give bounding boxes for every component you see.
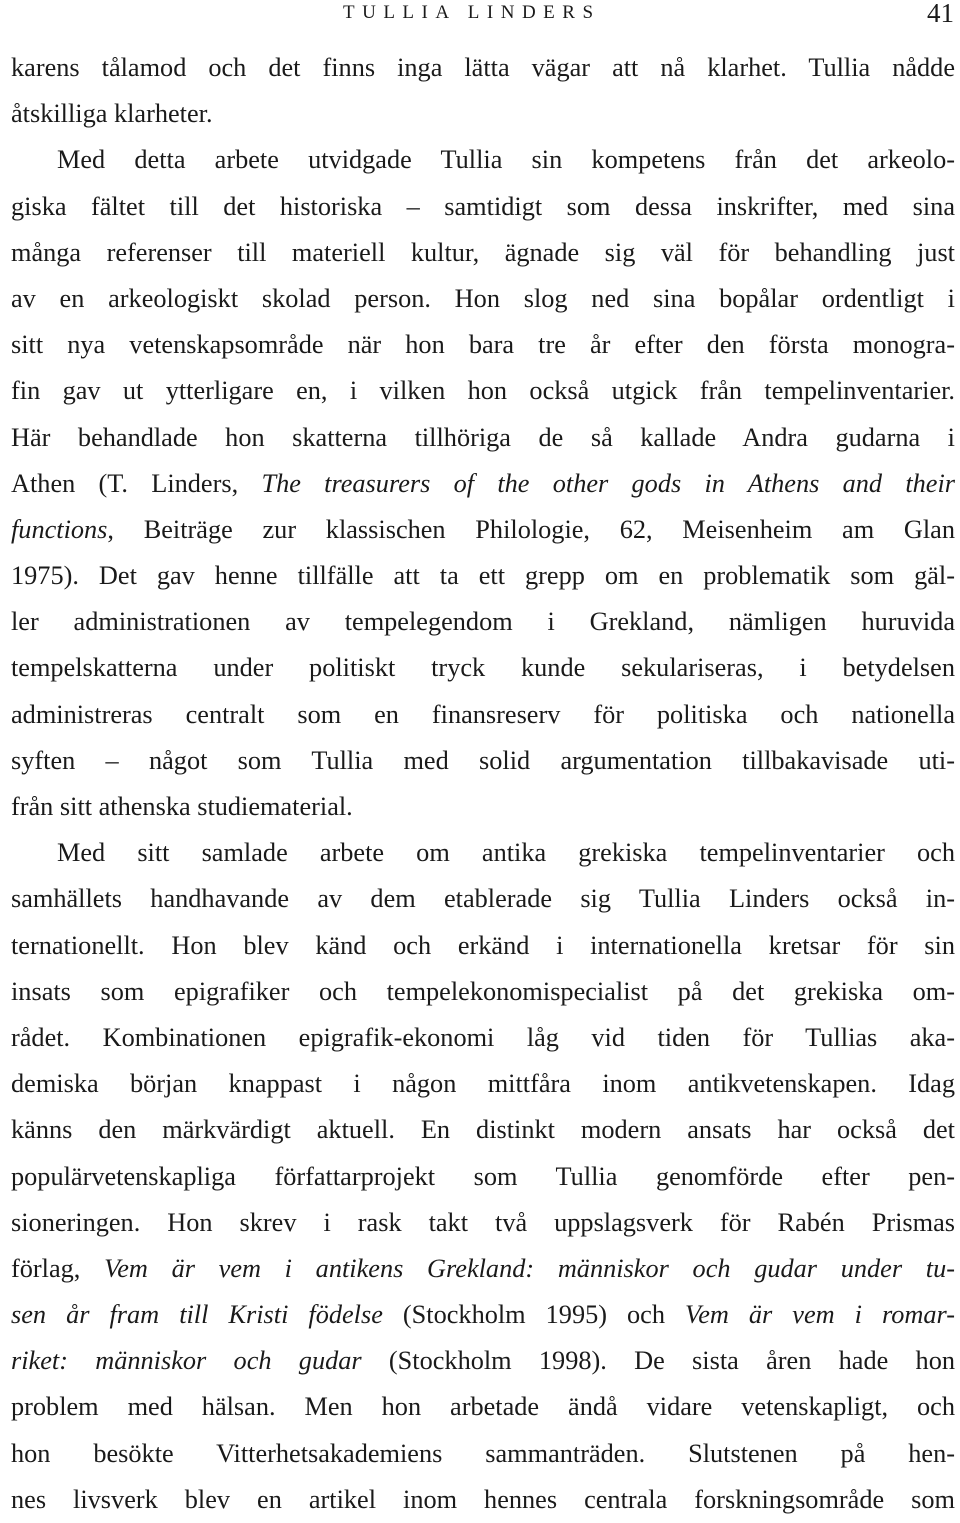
text-line xyxy=(11,507,955,553)
text-segment: åtskilliga klarheter. xyxy=(11,99,213,129)
text-segment: (Stockholm 1995) och xyxy=(382,1300,686,1330)
italic-title: riket: människor och gudar xyxy=(11,1346,362,1376)
text-segment: Med detta arbete utvidgade Tullia sin kompetens från det arkeolo- xyxy=(57,145,955,175)
text-line xyxy=(11,137,955,183)
text-segment: karens tålamod och det finns inga lätta vägar att nå klarhet. Tullia nådde xyxy=(11,53,955,82)
running-title: TULLIA LINDERS xyxy=(343,2,601,23)
text-segment: Med sitt samlade arbete om antika grekiska tempelinventarier och xyxy=(57,838,955,868)
text-line xyxy=(11,738,955,784)
text-line xyxy=(11,91,955,137)
text-line xyxy=(11,1431,955,1477)
text-segment: administreras centralt som en finansreserv för politiska och nationella xyxy=(11,699,955,729)
text-line xyxy=(11,1061,955,1107)
text-line xyxy=(11,461,955,507)
text-line xyxy=(11,184,955,230)
text-segment: nes livsverk blev en artikel inom hennes centrala forskningsområde som xyxy=(11,1484,955,1514)
text-segment: demiska början knappast i någon mittfåra inom antikvetenskapen. Idag xyxy=(11,1069,955,1099)
text-segment: , Beiträge zur klassischen Philologie, 62, Meisenheim am Glan xyxy=(107,514,955,544)
text-line xyxy=(11,415,955,461)
text-segment: Athen (T. Linders, xyxy=(11,468,262,498)
running-head xyxy=(0,0,960,28)
text-line xyxy=(11,230,955,276)
italic-title: sen år fram till Kristi födelse xyxy=(11,1300,383,1330)
italic-title: Vem är vem i antikens Grekland: människor och gudar under tu- xyxy=(104,1253,955,1283)
text-segment: hon besökte Vitterhetsakademiens sammanträden. Slutstenen på hen- xyxy=(11,1438,955,1468)
text-segment: populärvetenskapliga författarprojekt som Tullia genomförde efter pen- xyxy=(11,1161,955,1191)
italic-title: functions xyxy=(11,514,108,544)
text-line xyxy=(11,1015,955,1061)
text-segment: många referenser till materiell kultur, ägnade sig väl för behandling just xyxy=(11,237,955,267)
page-number: 41 xyxy=(927,0,954,28)
text-line xyxy=(11,1292,955,1338)
text-line xyxy=(11,1246,955,1292)
text-segment: rådet. Kombinationen epigrafik-ekonomi låg vid tiden för Tullias aka- xyxy=(11,1022,955,1052)
text-line xyxy=(11,1338,955,1384)
text-segment: samhällets handhavande av dem etablerade sig Tullia Linders också in- xyxy=(11,884,955,914)
text-segment: tempelskatterna under politiskt tryck kunde sekulariseras, i betydelsen xyxy=(11,653,955,683)
text-line xyxy=(11,1154,955,1200)
text-line xyxy=(11,276,955,322)
text-line xyxy=(11,45,955,91)
text-segment: känns den märkvärdigt aktuell. En distinkt modern ansats har också det xyxy=(11,1115,955,1145)
text-segment: fin gav ut ytterligare en, i vilken hon också utgick från tempelinventarier. xyxy=(11,376,955,406)
text-line xyxy=(11,599,955,645)
text-line xyxy=(11,1107,955,1153)
text-line xyxy=(11,322,955,368)
text-line xyxy=(11,553,955,599)
text-line xyxy=(11,368,955,414)
text-line xyxy=(11,1477,955,1523)
text-segment: syften – något som Tullia med solid argumentation tillbakavisade uti- xyxy=(11,745,955,775)
text-segment: (Stockholm 1998). De sista åren hade hon xyxy=(361,1346,955,1376)
text-segment: ternationellt. Hon blev känd och erkänd i internationella kretsar för sin xyxy=(11,930,955,960)
text-line xyxy=(11,645,955,691)
text-segment: sitt nya vetenskapsområde när hon bara tre år efter den första monogra- xyxy=(11,330,955,360)
italic-title: The treasurers of the other gods in Athens and their xyxy=(261,468,955,498)
text-segment: insats som epigrafiker och tempelekonomispecialist på det grekiska om- xyxy=(11,976,955,1006)
text-line xyxy=(11,1200,955,1246)
text-segment: av en arkeologiskt skolad person. Hon slog ned sina bopålar ordentligt i xyxy=(11,283,955,313)
text-line xyxy=(11,876,955,922)
text-segment: ler administrationen av tempelegendom i Grekland, nämligen huruvida xyxy=(11,607,955,637)
text-segment: från sitt athenska studiematerial. xyxy=(11,792,353,821)
text-segment: giska fältet till det historiska – samtidigt som dessa inskrifter, med sina xyxy=(11,191,955,221)
text-line xyxy=(11,830,955,876)
text-segment: problem med hälsan. Men hon arbetade ändå vidare vetenskapligt, och xyxy=(11,1392,955,1422)
text-segment: sioneringen. Hon skrev i rask takt två uppslagsverk för Rabén Prismas xyxy=(11,1207,955,1237)
text-line xyxy=(11,692,955,738)
body-text xyxy=(11,45,955,1523)
text-line xyxy=(11,923,955,969)
italic-title: Vem är vem i romar- xyxy=(685,1300,955,1330)
text-segment: förlag, xyxy=(11,1253,105,1283)
text-line xyxy=(11,969,955,1015)
text-line xyxy=(11,1384,955,1430)
text-segment: 1975). Det gav henne tillfälle att ta ett grepp om en problematik som gäl- xyxy=(11,561,955,591)
text-line xyxy=(11,784,955,830)
text-segment: Här behandlade hon skatterna tillhöriga de så kallade Andra gudarna i xyxy=(11,422,955,452)
